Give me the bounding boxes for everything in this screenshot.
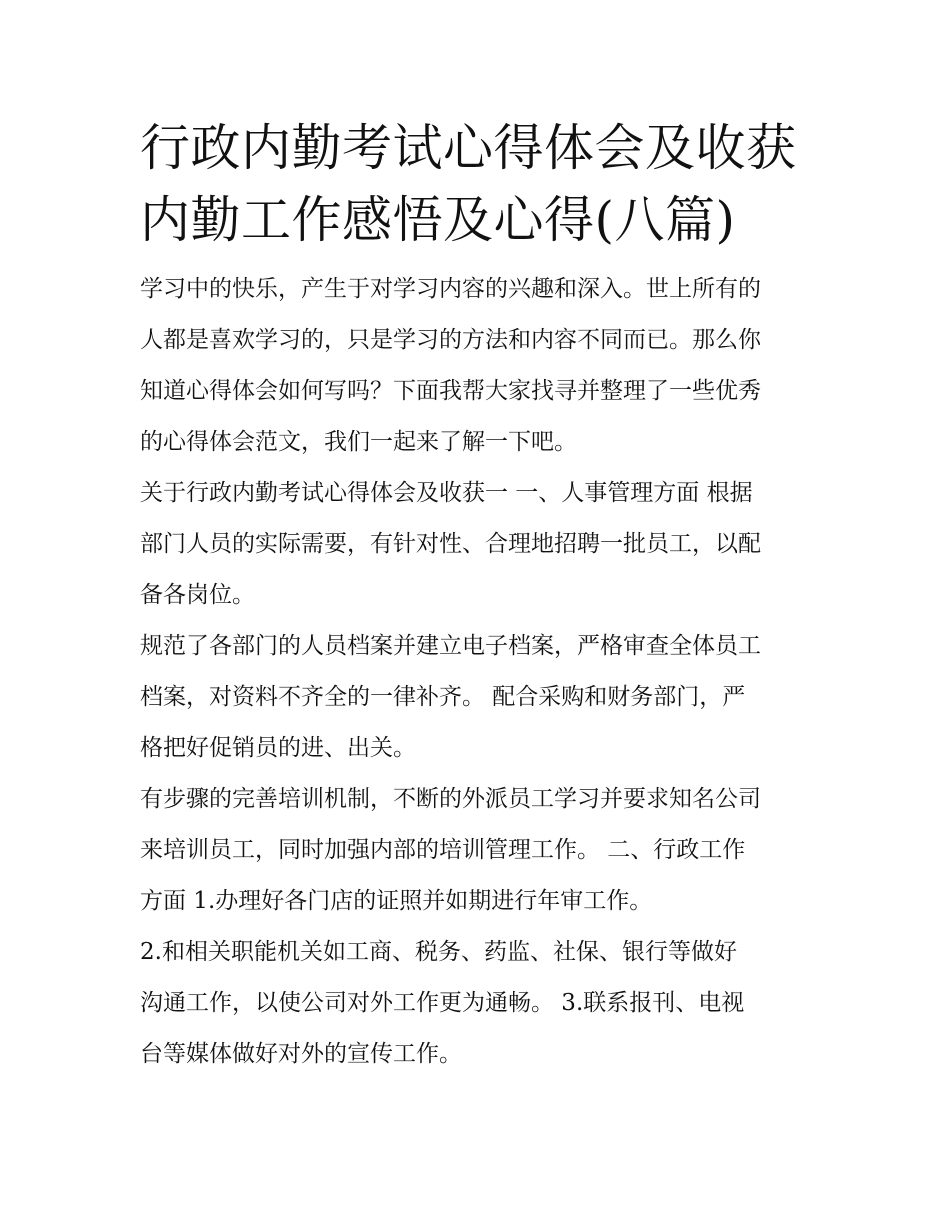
text-line: 有步骤的完善培训机制，不断的外派员工学习并要求知名公司 bbox=[140, 786, 761, 812]
text-line: 知道心得体会如何写吗？下面我帮大家找寻并整理了一些优秀 bbox=[140, 378, 761, 404]
text-line: 部门人员的实际需要，有针对性、合理地招聘一批员工，以配 bbox=[140, 531, 761, 557]
text-line: 备各岗位。 bbox=[140, 582, 255, 608]
document-page bbox=[140, 112, 816, 1080]
text-line: 学习中的快乐，产生于对学习内容的兴趣和深入。世上所有的 bbox=[140, 276, 761, 302]
text-line: 档案，对资料不齐全的一律补齐。 配合采购和财务部门，严 bbox=[140, 684, 746, 710]
paragraph-training bbox=[140, 774, 816, 927]
paragraph-admin bbox=[140, 927, 816, 1080]
document-body bbox=[140, 264, 816, 1080]
text-line: 方面 1.办理好各门店的证照并如期进行年审工作。 bbox=[140, 888, 653, 914]
title-line: 内勤工作感悟及心得(八篇) bbox=[140, 191, 736, 249]
text-line: 规范了各部门的人员档案并建立电子档案，严格审查全体员工 bbox=[140, 633, 761, 659]
text-line: 沟通工作，以使公司对外工作更为通畅。 3.联系报刊、电视 bbox=[140, 990, 745, 1016]
text-line: 人都是喜欢学习的，只是学习的方法和内容不同而已。那么你 bbox=[140, 327, 761, 353]
paragraph-archives bbox=[140, 621, 816, 774]
text-line: 的心得体会范文，我们一起来了解一下吧。 bbox=[140, 429, 577, 455]
text-line: 台等媒体做好对外的宣传工作。 bbox=[140, 1041, 462, 1067]
paragraph-hr bbox=[140, 468, 816, 621]
title-line: 行政内勤考试心得体会及收获 bbox=[140, 119, 797, 177]
text-line: 关于行政内勤考试心得体会及收获一 一、人事管理方面 根据 bbox=[140, 480, 753, 506]
text-line: 格把好促销员的进、出关。 bbox=[140, 735, 416, 761]
paragraph-intro bbox=[140, 264, 816, 468]
text-line: 来培训员工，同时加强内部的培训管理工作。 二、行政工作 bbox=[140, 837, 746, 863]
document-title bbox=[140, 112, 816, 256]
text-line: 2.和相关职能机关如工商、税务、药监、社保、银行等做好 bbox=[140, 939, 737, 965]
